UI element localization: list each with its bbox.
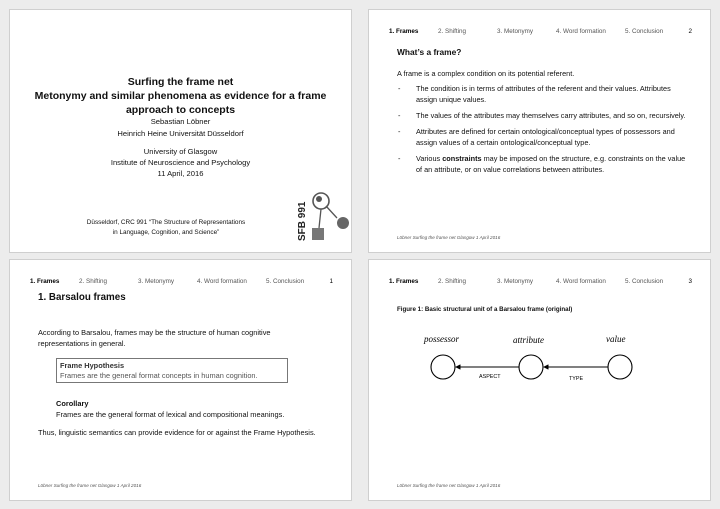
nav-item-frames[interactable]: 1. Frames bbox=[30, 278, 60, 285]
page-number: 1 bbox=[329, 278, 333, 285]
corollary-text: Frames are the general format of lexical and compositional meanings. bbox=[56, 410, 285, 419]
logo-line-a bbox=[326, 206, 337, 218]
list-item: - The values of the attributes may themselves carry attributes, and so on, recursively. bbox=[397, 110, 693, 121]
slide-barsalou-figure bbox=[368, 259, 711, 501]
slide-footer: Löbner Surfing the frame net Glasgow 1 April 2016 bbox=[38, 483, 142, 488]
author-name: Sebastian Löbner bbox=[150, 117, 211, 126]
corollary bbox=[56, 398, 336, 420]
nav-item-conclusion[interactable]: 5. Conclusion bbox=[625, 28, 664, 35]
sfb-logo-text: SFB 991 bbox=[297, 201, 308, 241]
frame-bullets bbox=[397, 83, 693, 180]
list-item: - The condition is in terms of attributes of the referent and their values. Attributes assign unique values. bbox=[397, 83, 693, 105]
slide-nav bbox=[389, 28, 692, 38]
crc-note: Düsseldorf, CRC 991 “The Structure of Representations in Language, Cognition, and Science” bbox=[86, 219, 246, 236]
figure-caption: Figure 1: Basic structural unit of a Barsalou frame (original) bbox=[397, 306, 573, 313]
attribute-node bbox=[519, 355, 543, 379]
hypothesis-box bbox=[56, 358, 288, 383]
nav-item-shifting[interactable]: 2. Shifting bbox=[438, 28, 467, 35]
list-item: - Attributes are defined for certain ontological/conceptual types of possessors and assign values of a certain ontological/conceptual type. bbox=[397, 126, 693, 148]
nav-item-shifting[interactable]: 2. Shifting bbox=[79, 278, 108, 285]
attribute-label: attribute bbox=[513, 335, 544, 345]
value-label: value bbox=[606, 334, 626, 344]
corollary-title: Corollary bbox=[56, 399, 89, 408]
value-node bbox=[608, 355, 632, 379]
slide-footer: Löbner Surfing the frame net Glasgow 1 April 2016 bbox=[397, 235, 501, 240]
slide-whats-a-frame bbox=[368, 9, 711, 253]
conclusion-paragraph: Thus, linguistic semantics can provide evidence for or against the Frame Hypothesis. bbox=[38, 428, 316, 437]
nav-item-metonymy[interactable]: 3. Metonymy bbox=[497, 278, 534, 285]
intro-paragraph: According to Barsalou, frames may be the structure of human cognitive representations in general. bbox=[38, 328, 271, 348]
nav-item-conclusion[interactable]: 5. Conclusion bbox=[266, 278, 305, 285]
nav-item-word-formation[interactable]: 4. Word formation bbox=[556, 278, 606, 285]
nav-item-metonymy[interactable]: 3. Metonymy bbox=[497, 28, 534, 35]
hypothesis-text: Frames are the general format concepts in human cognition. bbox=[60, 371, 258, 380]
slide-barsalou-frames bbox=[9, 259, 352, 501]
page-number: 3 bbox=[688, 278, 692, 285]
nav-item-word-formation[interactable]: 4. Word formation bbox=[556, 28, 606, 35]
slide-footer: Löbner Surfing the frame net Glasgow 1 April 2016 bbox=[397, 483, 501, 488]
list-item: - Various constraints may be imposed on the structure, e.g. constraints on the value of an attribute, or on value correlations between attributes. bbox=[397, 153, 693, 175]
barsalou-frame-diagram bbox=[369, 260, 711, 501]
slide-nav bbox=[30, 278, 333, 288]
logo-square bbox=[312, 228, 324, 240]
nav-item-word-formation[interactable]: 4. Word formation bbox=[197, 278, 247, 285]
nav-item-frames[interactable]: 1. Frames bbox=[389, 28, 419, 35]
nav-item-metonymy[interactable]: 3. Metonymy bbox=[138, 278, 175, 285]
nav-item-shifting[interactable]: 2. Shifting bbox=[438, 278, 467, 285]
sfb-logo bbox=[10, 10, 352, 253]
talk-title: Surfing the frame net Metonymy and similar phenomena as evidence for a frame approach to concepts bbox=[34, 76, 327, 116]
author-affiliation: Heinrich Heine Universität Düsseldorf bbox=[117, 129, 244, 138]
possessor-node bbox=[431, 355, 455, 379]
slide-heading: What’s a frame? bbox=[397, 47, 462, 57]
slide-heading: 1. Barsalou frames bbox=[38, 292, 126, 303]
nav-item-conclusion[interactable]: 5. Conclusion bbox=[625, 278, 664, 285]
title-slide bbox=[9, 9, 352, 253]
hypothesis-title: Frame Hypothesis bbox=[60, 361, 125, 370]
aspect-label: ASPECT bbox=[479, 374, 501, 380]
nav-item-frames[interactable]: 1. Frames bbox=[389, 278, 419, 285]
venue: University of Glasgow Institute of Neuroscience and Psychology 11 April, 2016 bbox=[110, 147, 251, 178]
frame-definition: A frame is a complex condition on its potential referent. bbox=[397, 69, 575, 78]
type-label: TYPE bbox=[569, 376, 584, 382]
logo-line-b bbox=[319, 209, 321, 228]
page-number: 2 bbox=[688, 28, 692, 35]
logo-circle-right bbox=[337, 217, 349, 229]
possessor-label: possessor bbox=[424, 334, 460, 344]
logo-dot bbox=[316, 196, 322, 202]
